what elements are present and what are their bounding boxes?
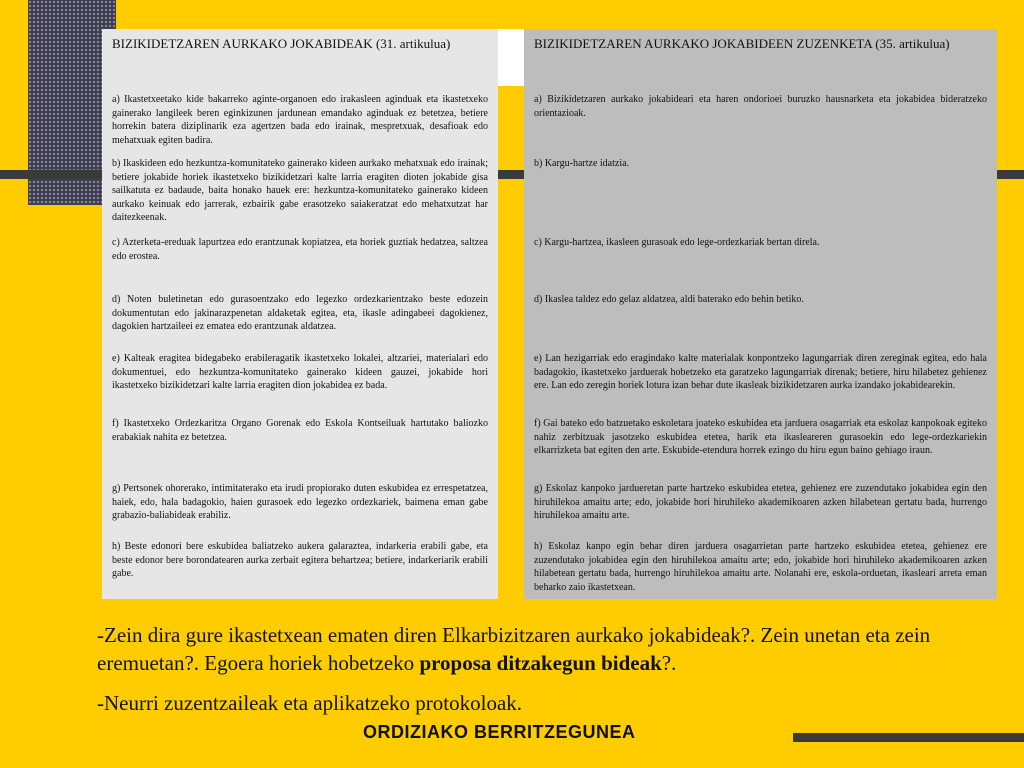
question-part-1: -Zein dira gure ikastetxean ematen diren Elkarbizitzaren aurkako jokabideak [97,623,741,647]
right-item-b: b) Kargu-hartze idatzia. [534,158,630,169]
left-item-g: g) Pertsonek ohorerako, intimitaterako eta irudi propiorako duten eskubidea ez errespetatzea, haiek, edo, hala badagokio, haien gurasoek edo legezko ordezkariek, baimena eman gabe grabazio-baliabideak erabiliz. [112,483,488,522]
protocol-line: -Neurri zuzentzaileak eta aplikatzeko protokoloak. [97,691,523,715]
right-item-h: h) Eskolaz kanpo egin behar diren jarduera osagarrietan parte hartzeko eskubidea etetea, gehienez ere zuzendutako jokabidea egin den hiruhilekoa amaitu arte; edo, jokabide hori hiruhileko akademikoaren azken hilabetean gertatu bada, hurrengo hiruhilekoa amaitu arte. Nolanahi ere, eskola-orduetan, ikasleari arreta eman beharko zaio ikastetxean. [534,541,987,593]
question-part-4: ?. [661,651,677,675]
right-item-c: c) Kargu-hartzea, ikasleen gurasoak edo lege-ordezkariak bertan direla. [534,237,820,248]
right-column-heading: BIZIKIDETZAREN AURKAKO JOKABIDEEN ZUZENKETA (35. artikulua) [534,36,950,51]
left-item-b: b) Ikaskideen edo hezkuntza-komunitateko gainerako kideen aurkako mehatxuak edo irainak; betiere jokabide horiek ikastetxeko bizikidetzari kalte larria eragiten dioten jokabide gisa sailkatuta ez badaude, baita honako hauek ere: hezkuntza-komunitateko gainerako kideen aurkako keinuak edo jarrerak, ezbairik gabe erasotzeko saiakeratzat edo mehatxutzat har daitezkeenak. [112,158,488,224]
left-item-f: f) Ikastetxeko Ordezkaritza Organo Gorenak edo Eskola Kontseiluak hartutako baliozko erabakiak nahita ez betetzea. [112,418,488,443]
footer-title: ORDIZIAKO BERRITZEGUNEA [363,722,636,742]
left-column-panel [102,29,498,599]
question-part-2: ?. Zein unetan eta zein eremuetan?. Egoera horiek hobetzeko [97,623,931,675]
left-item-a: a) Ikastetxeetako kide bakarreko aginte-organoen edo irakasleen aginduak eta ikastetxeko gainerako langileek beren eginkizunen jardunean emandako aginduak ez betetzea, betiere horrekin batera diziplinarik eza agertzen bada edo irainak, mespretxuak, desafioak edo mehatxuak egiten badira. [112,94,488,146]
right-item-g: g) Eskolaz kanpoko jardueretan parte hartzeko eskubidea etetea, gehienez ere zuzendutako jokabidea egin den hiruhilekoa amaitu arte; edo, jokabide hori hiruhileko akademikoaren azken hilabetean gertatu bada, hurrengo hiruhilekoa amaitu arte. [534,483,987,522]
left-item-e: e) Kalteak eragitea bidegabeko erabileragatik ikastetxeko lokalei, altzariei, materialari edo dokumentuei, edo hezkuntza-komunitateko gainerako kideen gauzei, jokabide hori ikastetxeko bizikidetzari kalte larria eragiten dion jokabidea ez bada. [112,353,488,392]
left-item-c: c) Azterketa-ereduak lapurtzea edo erantzunak kopiatzea, eta horiek guztiak hedatzea, saltzea edo erostea. [112,237,488,262]
right-item-e: e) Lan hezigarriak edo eragindako kalte materialak konpontzeko lagungarriak diren zereginak egitea, edo hala badagokio, ikastetxeko jarduerak hobetzeko eta garatzeko lagungarriak direnak; betiere, hiru hilabetez gehienez ere. Lan edo zeregin horiek lotura izan behar dute ikasleak bizikidetzaren aurka izandako jokabidearekin. [534,353,987,392]
discussion-question [97,621,997,677]
left-item-h: h) Beste edonori bere eskubidea baliatzeko aukera galaraztea, indarkeria erabili gabe, eta beste edonor bere borondatearen aurka zerbait egitera behartzea; betiere, indarkeriarik erabili gabe. [112,541,488,580]
right-column-panel [524,29,997,599]
right-item-f: f) Gai bateko edo batzuetako eskoletara joateko eskubidea eta jarduera osagarriak eta eskolaz kanpokoak egiteko nahiz zerbitzuak jasotzeko eskubidea etetea, harik eta ikasleareren gurasoekin edo lege-ordezkariekin elkarrizketa bat egiten den arte. Eskubide-etendura horrek ezingo du hiru egun baino gehiago iraun. [534,418,987,457]
right-item-a: a) Bizikidetzaren aurkako jokabideari eta haren ondorioei buruzko hausnarketa eta jokabidea bideratzeko orientazioak. [534,94,987,119]
header-gap [498,29,524,86]
left-item-d: d) Noten buletinetan edo gurasoentzako edo legezko ordezkarientzako beste edozein dokumentutan edo jakinarazpenetan aldaketak egitea, eta, ikasle adingabeei dagokienez, dagokien hartzaileei ez ematea edo erantzunak aldatzea. [112,294,488,333]
right-item-d: d) Ikaslea taldez edo gelaz aldatzea, aldi baterako edo behin betiko. [534,294,804,305]
footer-bar-decoration [793,733,1024,742]
left-column-heading: BIZIKIDETZAREN AURKAKO JOKABIDEAK (31. artikulua) [112,36,451,51]
question-part-3: proposa ditzakegun bideak [419,651,662,675]
